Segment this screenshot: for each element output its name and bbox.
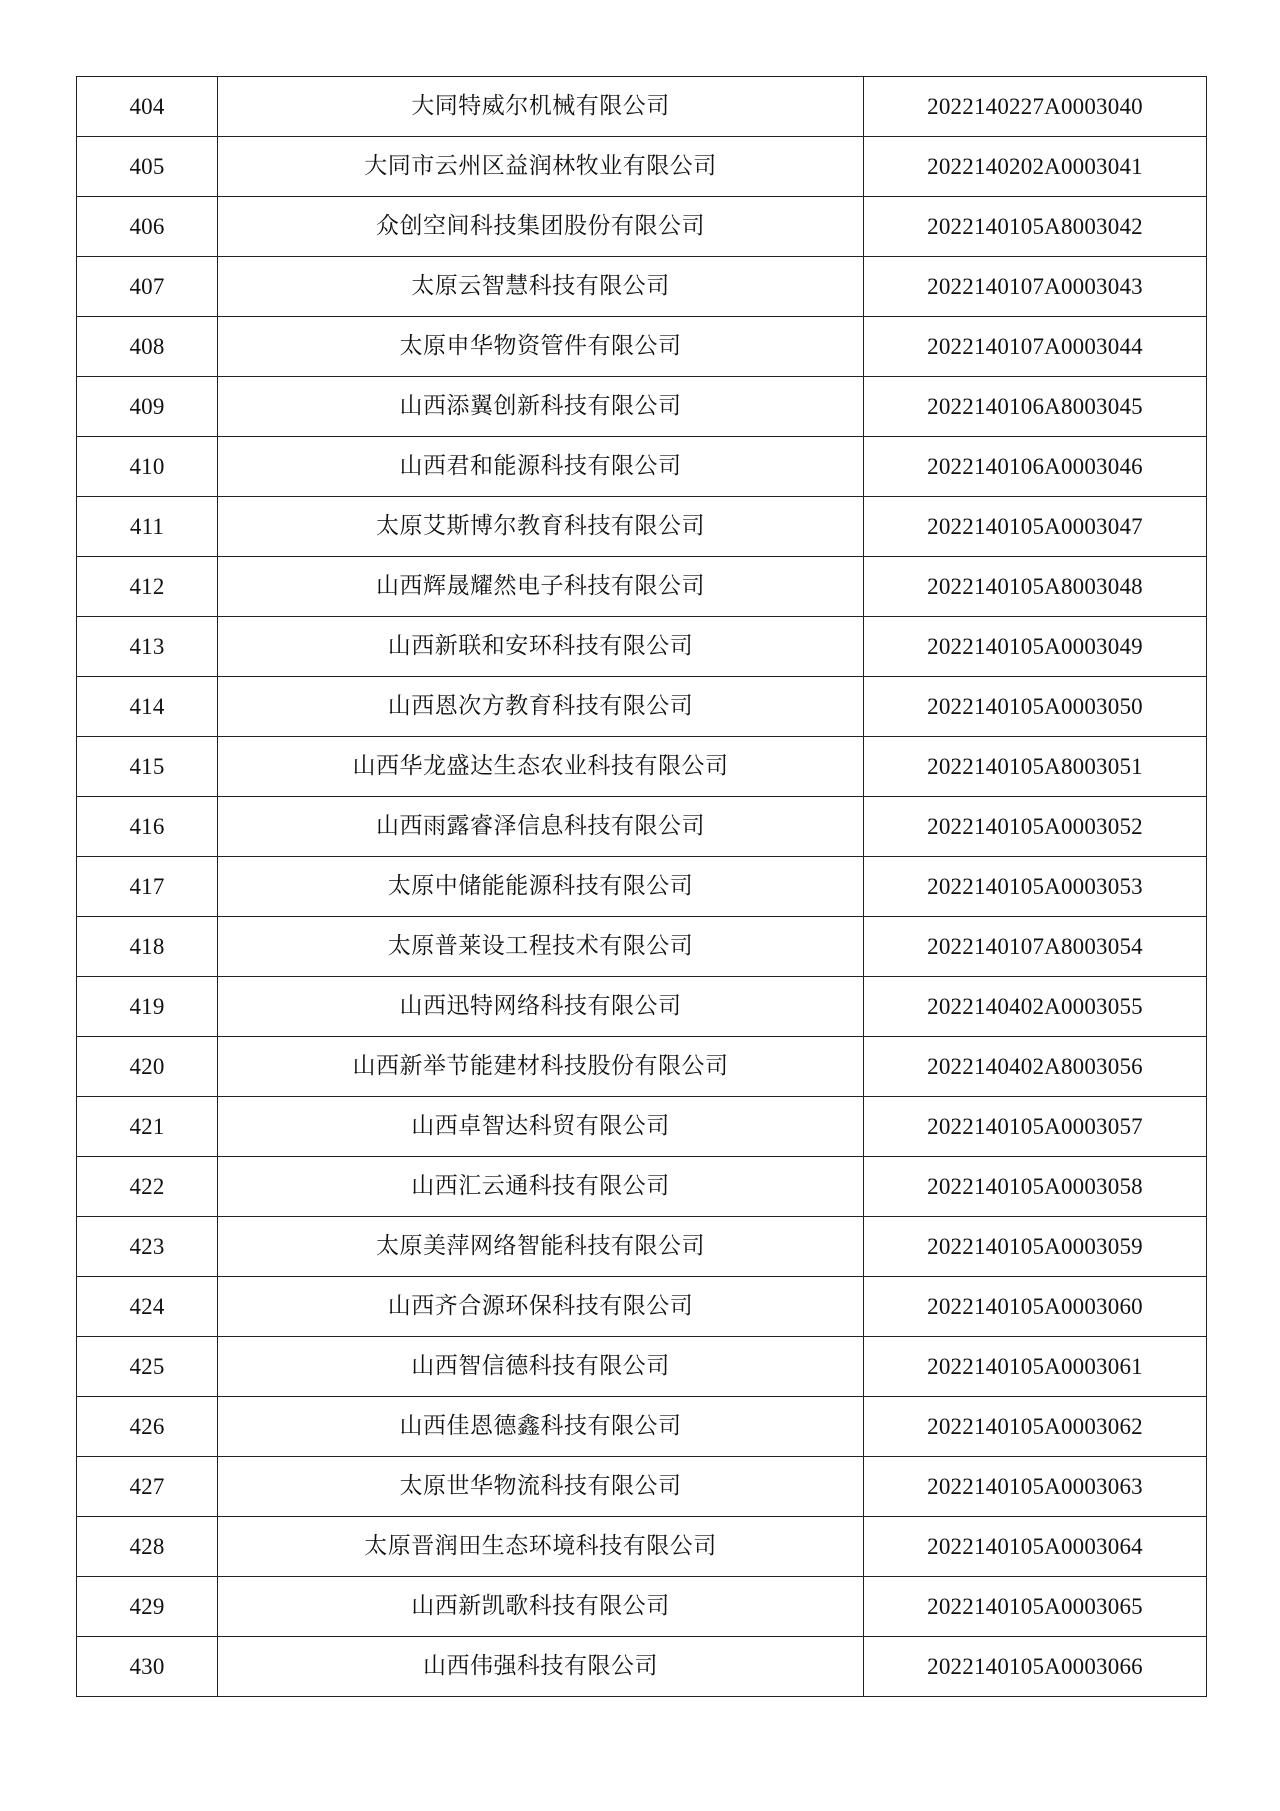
company-name: 太原艾斯博尔教育科技有限公司: [218, 497, 864, 557]
table-row: [77, 197, 1207, 257]
table-row: [77, 317, 1207, 377]
table-row: [77, 677, 1207, 737]
row-number: 423: [77, 1217, 218, 1277]
table-row: [77, 77, 1207, 137]
row-number: 425: [77, 1337, 218, 1397]
company-name: 山西智信德科技有限公司: [218, 1337, 864, 1397]
table-row: [77, 1577, 1207, 1637]
table-row: [77, 857, 1207, 917]
registration-code: 2022140402A8003056: [864, 1037, 1207, 1097]
company-registry-table: [76, 76, 1207, 1697]
row-number: 416: [77, 797, 218, 857]
company-name: 山西新凯歌科技有限公司: [218, 1577, 864, 1637]
registration-code: 2022140105A0003062: [864, 1397, 1207, 1457]
registration-code: 2022140105A0003066: [864, 1637, 1207, 1697]
row-number: 404: [77, 77, 218, 137]
registration-code: 2022140107A8003054: [864, 917, 1207, 977]
row-number: 415: [77, 737, 218, 797]
table-row: [77, 1217, 1207, 1277]
registration-code: 2022140105A0003061: [864, 1337, 1207, 1397]
registry-table-body: [77, 77, 1207, 1697]
registration-code: 2022140107A0003043: [864, 257, 1207, 317]
registration-code: 2022140105A0003052: [864, 797, 1207, 857]
registration-code: 2022140106A0003046: [864, 437, 1207, 497]
company-name: 山西雨露睿泽信息科技有限公司: [218, 797, 864, 857]
table-row: [77, 1457, 1207, 1517]
registration-code: 2022140227A0003040: [864, 77, 1207, 137]
registration-code: 2022140105A0003057: [864, 1097, 1207, 1157]
company-name: 太原中储能能源科技有限公司: [218, 857, 864, 917]
company-name: 太原云智慧科技有限公司: [218, 257, 864, 317]
row-number: 418: [77, 917, 218, 977]
table-row: [77, 977, 1207, 1037]
company-name: 山西添翼创新科技有限公司: [218, 377, 864, 437]
company-name: 太原申华物资管件有限公司: [218, 317, 864, 377]
company-name: 山西迅特网络科技有限公司: [218, 977, 864, 1037]
row-number: 409: [77, 377, 218, 437]
registration-code: 2022140105A0003049: [864, 617, 1207, 677]
company-name: 山西伟强科技有限公司: [218, 1637, 864, 1697]
table-row: [77, 1277, 1207, 1337]
row-number: 421: [77, 1097, 218, 1157]
row-number: 426: [77, 1397, 218, 1457]
company-name: 山西君和能源科技有限公司: [218, 437, 864, 497]
registration-code: 2022140105A0003064: [864, 1517, 1207, 1577]
row-number: 413: [77, 617, 218, 677]
table-row: [77, 617, 1207, 677]
company-name: 山西佳恩德鑫科技有限公司: [218, 1397, 864, 1457]
row-number: 411: [77, 497, 218, 557]
table-row: [77, 1157, 1207, 1217]
company-name: 山西恩次方教育科技有限公司: [218, 677, 864, 737]
table-row: [77, 1517, 1207, 1577]
company-name: 众创空间科技集团股份有限公司: [218, 197, 864, 257]
table-row: [77, 1637, 1207, 1697]
row-number: 407: [77, 257, 218, 317]
table-row: [77, 1337, 1207, 1397]
table-row: [77, 737, 1207, 797]
company-name: 山西卓智达科贸有限公司: [218, 1097, 864, 1157]
table-row: [77, 917, 1207, 977]
registration-code: 2022140107A0003044: [864, 317, 1207, 377]
row-number: 410: [77, 437, 218, 497]
company-name: 山西汇云通科技有限公司: [218, 1157, 864, 1217]
table-row: [77, 497, 1207, 557]
row-number: 427: [77, 1457, 218, 1517]
table-row: [77, 1097, 1207, 1157]
registration-code: 2022140105A0003053: [864, 857, 1207, 917]
registration-code: 2022140105A0003060: [864, 1277, 1207, 1337]
row-number: 406: [77, 197, 218, 257]
table-row: [77, 257, 1207, 317]
registration-code: 2022140202A0003041: [864, 137, 1207, 197]
row-number: 428: [77, 1517, 218, 1577]
table-row: [77, 797, 1207, 857]
company-name: 山西辉晟耀然电子科技有限公司: [218, 557, 864, 617]
row-number: 422: [77, 1157, 218, 1217]
table-row: [77, 377, 1207, 437]
row-number: 429: [77, 1577, 218, 1637]
company-name: 山西新联和安环科技有限公司: [218, 617, 864, 677]
company-name: 大同市云州区益润林牧业有限公司: [218, 137, 864, 197]
company-name: 太原美萍网络智能科技有限公司: [218, 1217, 864, 1277]
registration-code: 2022140105A8003042: [864, 197, 1207, 257]
table-row: [77, 1397, 1207, 1457]
company-name: 大同特威尔机械有限公司: [218, 77, 864, 137]
row-number: 424: [77, 1277, 218, 1337]
registration-code: 2022140105A0003058: [864, 1157, 1207, 1217]
registration-code: 2022140105A8003048: [864, 557, 1207, 617]
row-number: 420: [77, 1037, 218, 1097]
registration-code: 2022140106A8003045: [864, 377, 1207, 437]
company-name: 山西华龙盛达生态农业科技有限公司: [218, 737, 864, 797]
row-number: 430: [77, 1637, 218, 1697]
table-row: [77, 437, 1207, 497]
row-number: 414: [77, 677, 218, 737]
row-number: 408: [77, 317, 218, 377]
company-name: 太原世华物流科技有限公司: [218, 1457, 864, 1517]
row-number: 417: [77, 857, 218, 917]
registration-code: 2022140105A0003050: [864, 677, 1207, 737]
table-row: [77, 557, 1207, 617]
company-name: 太原晋润田生态环境科技有限公司: [218, 1517, 864, 1577]
row-number: 405: [77, 137, 218, 197]
company-name: 太原普莱设工程技术有限公司: [218, 917, 864, 977]
registration-code: 2022140105A0003065: [864, 1577, 1207, 1637]
table-row: [77, 1037, 1207, 1097]
row-number: 412: [77, 557, 218, 617]
company-name: 山西新举节能建材科技股份有限公司: [218, 1037, 864, 1097]
registration-code: 2022140105A8003051: [864, 737, 1207, 797]
company-name: 山西齐合源环保科技有限公司: [218, 1277, 864, 1337]
registration-code: 2022140105A0003059: [864, 1217, 1207, 1277]
registration-code: 2022140105A0003047: [864, 497, 1207, 557]
row-number: 419: [77, 977, 218, 1037]
registration-code: 2022140402A0003055: [864, 977, 1207, 1037]
registration-code: 2022140105A0003063: [864, 1457, 1207, 1517]
table-row: [77, 137, 1207, 197]
